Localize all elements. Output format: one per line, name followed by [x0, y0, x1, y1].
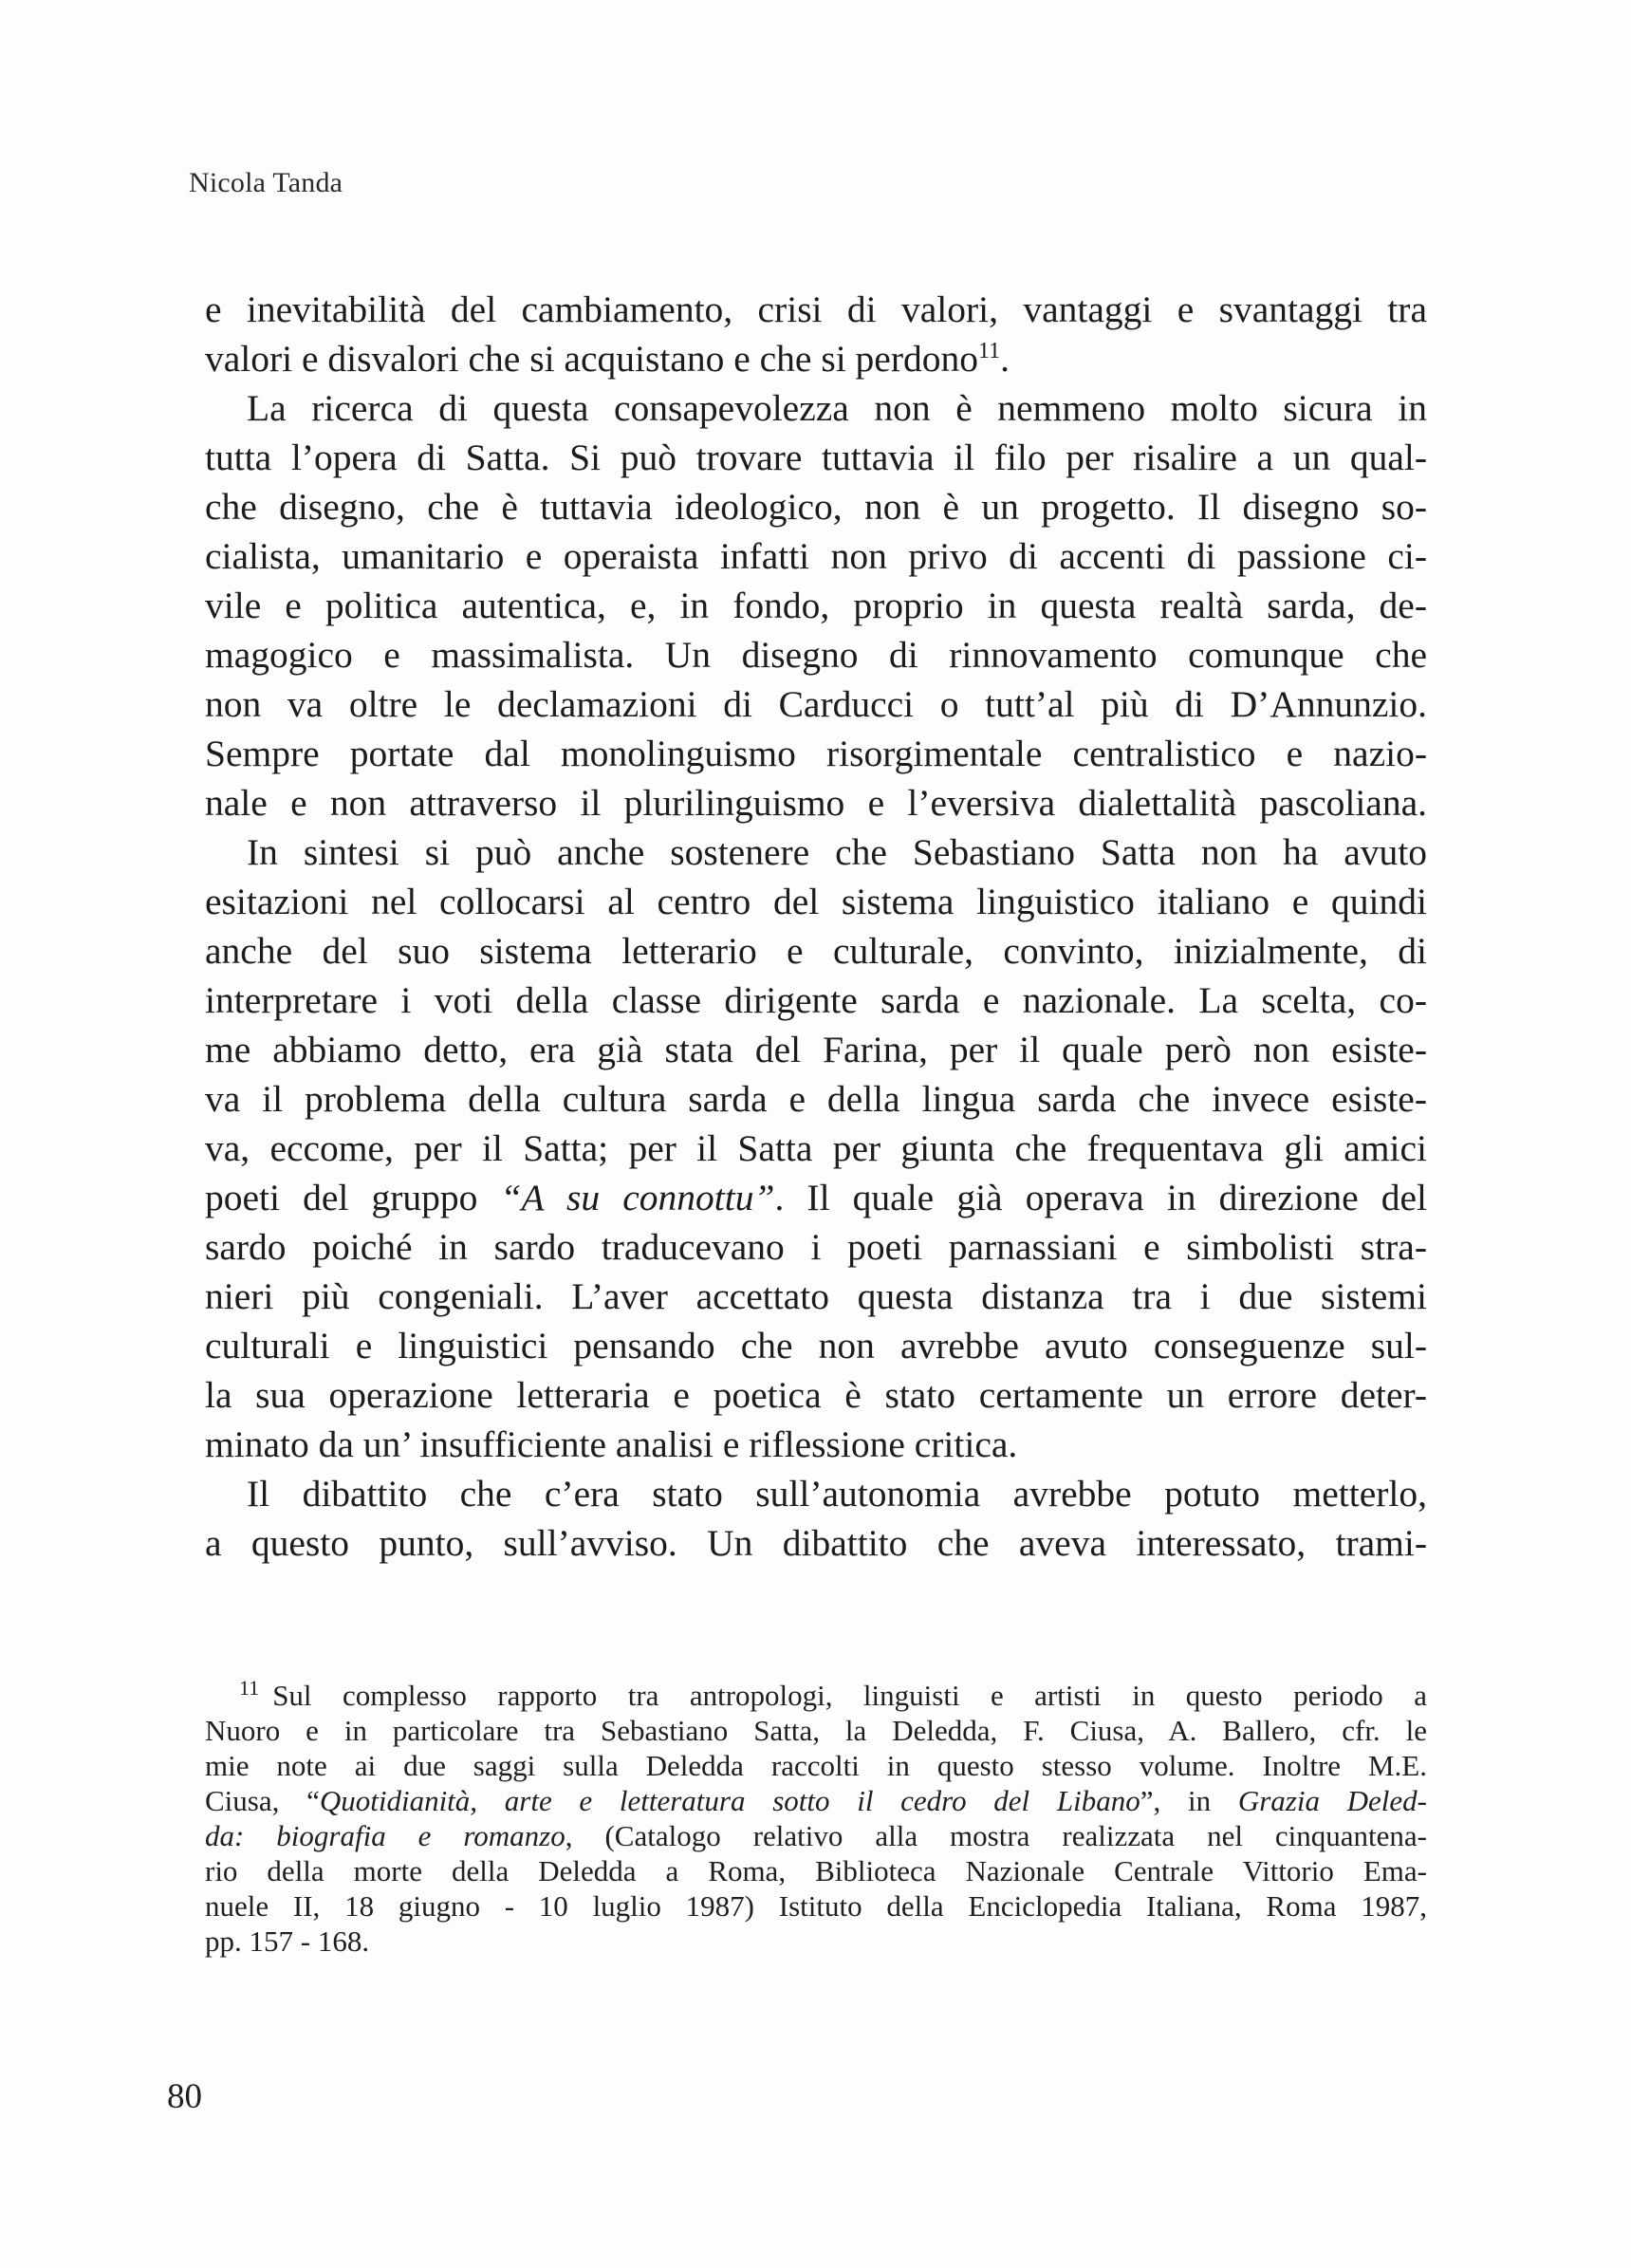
body-line-text: La ricerca di questa consapevolezza non è nemmeno molto sicura in — [247, 387, 1427, 429]
body-line — [205, 482, 1427, 531]
footnote-text: Nuoro e in particolare tra Sebastiano Satta, la Deledda, F. Ciusa, A. Ballero, cfr. le — [205, 1714, 1427, 1747]
body-line-text: non va oltre le declamazioni di Carducci o tutt’al più di D’Annunzio. — [205, 683, 1427, 725]
body-line-text: sardo poiché in sardo traducevano i poeti parnassiani e simbolisti stra- — [205, 1226, 1427, 1268]
body-text — [205, 285, 1427, 1568]
page-number: 80 — [167, 2077, 202, 2116]
body-line-text: Il dibattito che c’era stato sull’autonomia avrebbe potuto metterlo, — [247, 1473, 1427, 1515]
body-line-text: e inevitabilità del cambiamento, crisi di valori, vantaggi e svantaggi tra — [205, 288, 1427, 330]
body-line — [205, 729, 1427, 778]
body-line — [205, 1272, 1427, 1321]
body-line-text: esitazioni nel collocarsi al centro del sistema linguistico italiano e quindi — [205, 881, 1427, 922]
body-line-text: anche del suo sistema letterario e culturale, convinto, inizialmente, di — [205, 930, 1427, 972]
footnote-text: mie note ai due saggi sulla Deledda raccolti in questo stesso volume. Inoltre M.E. — [205, 1749, 1427, 1782]
running-head: Nicola Tanda — [189, 167, 343, 198]
body-line — [205, 1025, 1427, 1074]
body-line-text: nale e non attraverso il plurilinguismo e l’eversiva dialettalità pascoliana. — [205, 782, 1427, 824]
footnote-reference: 11 — [977, 338, 1001, 363]
body-line — [205, 1370, 1427, 1420]
body-line — [205, 827, 1427, 877]
body-line — [205, 581, 1427, 630]
body-line-text: va il problema della cultura sarda e della lingua sarda che invece esiste- — [205, 1078, 1427, 1120]
footnote-number: 11 — [239, 1675, 260, 1700]
body-line-tail: . Il quale già operava in direzione del — [774, 1177, 1427, 1218]
body-line — [205, 383, 1427, 433]
body-line — [205, 1420, 1427, 1469]
body-line-text: nieri più congeniali. L’aver accettato questa distanza tra i due sistemi — [205, 1275, 1427, 1317]
body-line-tail: . — [1000, 338, 1010, 380]
body-line — [205, 285, 1427, 334]
footnote-line — [205, 1888, 1427, 1924]
footnote-line — [205, 1675, 1427, 1713]
footnote-text: Sul complesso rapporto tra antropologi, linguisti e artisti in questo periodo a — [272, 1679, 1427, 1712]
footnote-italic-text: Quotidianità, arte e letteratura sotto il cedro del Libano — [319, 1784, 1140, 1817]
body-line — [205, 1074, 1427, 1124]
body-line — [205, 976, 1427, 1025]
body-line-text: Sempre portate dal monolinguismo risorgimentale centralistico e nazio- — [205, 733, 1427, 774]
body-line — [205, 1124, 1427, 1173]
body-line — [205, 1321, 1427, 1370]
body-line — [205, 1469, 1427, 1518]
footnote-text: pp. 157 - 168. — [205, 1924, 370, 1958]
footnote-text: rio della morte della Deledda a Roma, Biblioteca Nazionale Centrale Vittorio Ema- — [205, 1854, 1427, 1887]
body-line-text: vile e politica autentica, e, in fondo, proprio in questa realtà sarda, de- — [205, 585, 1427, 626]
footnote-line — [205, 1924, 1427, 1959]
body-line — [205, 433, 1427, 482]
body-line — [205, 926, 1427, 976]
body-line — [205, 1222, 1427, 1272]
body-line-text: minato da un’ insufficiente analisi e riflessione critica. — [205, 1423, 1018, 1465]
body-line-text: In sintesi si può anche sostenere che Sebastiano Satta non ha avuto — [247, 831, 1427, 873]
body-line-text: culturali e linguistici pensando che non avrebbe avuto conseguenze sul- — [205, 1325, 1427, 1366]
body-line-text: la sua operazione letteraria e poetica è stato certamente un errore deter- — [205, 1374, 1427, 1416]
body-line — [205, 1173, 1427, 1222]
body-line-text: va, eccome, per il Satta; per il Satta per giunta che frequentava gli amici — [205, 1127, 1427, 1169]
body-line-text: a questo punto, sull’avviso. Un dibattito che aveva interessato, trami- — [205, 1522, 1427, 1564]
body-line — [205, 1518, 1427, 1568]
body-line-text: valori e disvalori che si acquistano e che si perdono — [205, 338, 978, 380]
footnote — [205, 1675, 1428, 1959]
footnote-line — [205, 1853, 1427, 1888]
body-line-text: poeti del gruppo — [205, 1177, 501, 1218]
body-line-text: magogico e massimalista. Un disegno di rinnovamento comunque che — [205, 634, 1427, 676]
body-line — [205, 334, 1427, 383]
body-line-text: cialista, umanitario e operaista infatti non privo di accenti di passione ci- — [205, 535, 1427, 577]
body-line — [205, 531, 1427, 581]
body-line — [205, 679, 1427, 729]
body-line-text: che disegno, che è tuttavia ideologico, non è un progetto. Il disegno so- — [205, 486, 1427, 528]
body-line-text: interpretare i voti della classe dirigente sarda e nazionale. La scelta, co- — [205, 979, 1427, 1021]
footnote-italic-text: da: biografia e romanzo — [205, 1819, 565, 1852]
body-line-text: tutta l’opera di Satta. Si può trovare tuttavia il filo per risalire a un qual- — [205, 437, 1427, 478]
body-line — [205, 630, 1427, 679]
italic-title: “A su connottu” — [500, 1177, 775, 1218]
footnote-italic-text: Grazia Deled- — [1237, 1784, 1427, 1817]
footnote-text: nuele II, 18 giugno - 10 luglio 1987) Istituto della Enciclopedia Italiana, Roma 1987, — [205, 1889, 1427, 1923]
body-line — [205, 778, 1427, 827]
footnote-text: Ciusa, “ — [205, 1784, 320, 1817]
footnote-line — [205, 1713, 1427, 1748]
footnote-text: ”, in — [1140, 1784, 1238, 1817]
footnote-text: , (Catalogo relativo alla mostra realizzata nel cinquantena- — [565, 1819, 1428, 1852]
footnote-line — [205, 1748, 1427, 1783]
body-line — [205, 877, 1427, 926]
footnote-line — [205, 1818, 1427, 1853]
footnote-line — [205, 1783, 1427, 1818]
body-line-text: me abbiamo detto, era già stata del Farina, per il quale però non esiste- — [205, 1029, 1427, 1070]
